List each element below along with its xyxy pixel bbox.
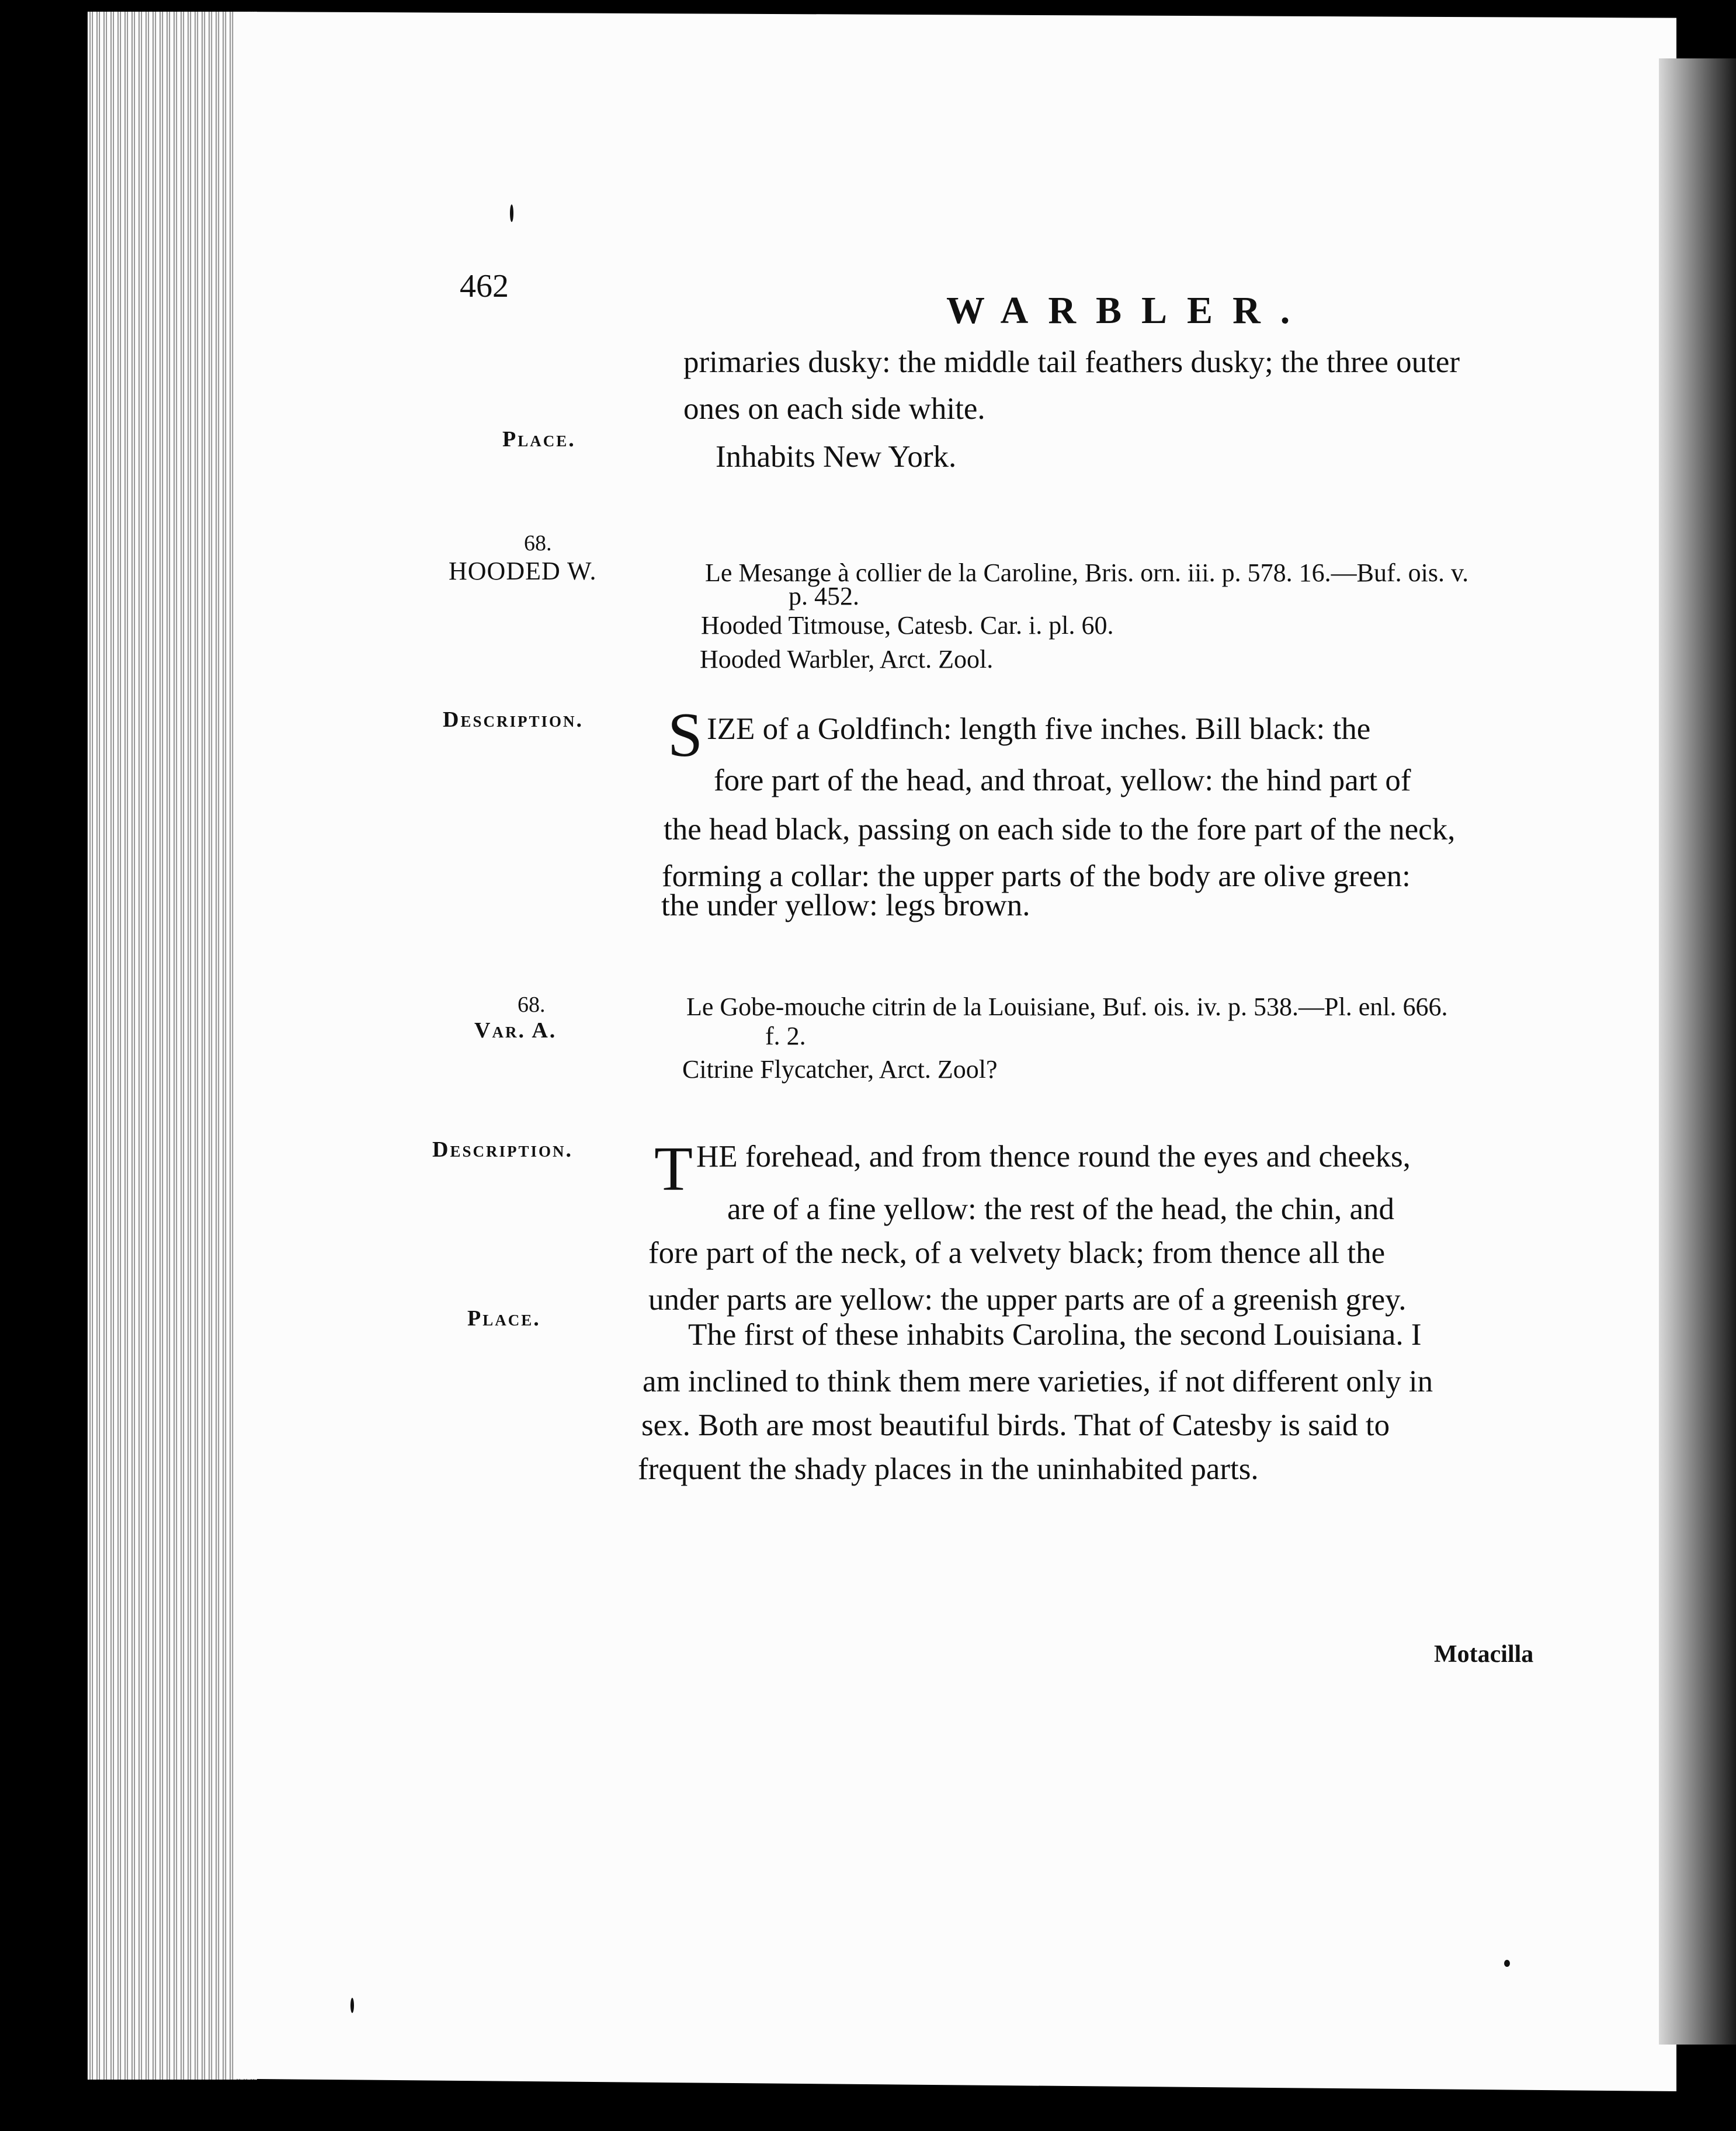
synonym-line: f. 2. bbox=[765, 1022, 806, 1050]
species-name: HOODED W. bbox=[449, 557, 597, 585]
body-line: the head black, passing on each side to the fore part of the neck, bbox=[664, 813, 1456, 846]
page-shadow bbox=[1659, 58, 1736, 2045]
body-line: am inclined to think them mere varieties, if not different only in bbox=[643, 1365, 1433, 1398]
ink-speck bbox=[350, 1998, 354, 2013]
ink-speck bbox=[510, 204, 513, 222]
ink-speck bbox=[1504, 1960, 1510, 1967]
body-line: sex. Both are most beautiful birds. That of Catesby is said to bbox=[641, 1408, 1390, 1442]
catchword: Motacilla bbox=[1434, 1641, 1534, 1668]
margin-label-description: Description. bbox=[443, 707, 584, 732]
margin-label-description: Description. bbox=[432, 1137, 573, 1162]
synonym-line: Hooded Warbler, Arct. Zool. bbox=[700, 645, 994, 674]
running-title: WARBLER. bbox=[946, 289, 1310, 332]
body-line: HE forehead, and from thence round the eyes and cheeks, bbox=[696, 1140, 1411, 1174]
synonym-line: Le Gobe-mouche citrin de la Louisiane, Buf. ois. iv. p. 538.—Pl. enl. 666. bbox=[686, 992, 1448, 1021]
species-name: Var. A. bbox=[474, 1018, 557, 1043]
body-line: Inhabits New York. bbox=[716, 440, 957, 474]
body-line: frequent the shady places in the uninhabited parts. bbox=[638, 1452, 1259, 1486]
body-line: IZE of a Goldfinch: length five inches. Bill black: the bbox=[707, 712, 1371, 746]
page-number: 462 bbox=[460, 268, 509, 304]
margin-label-place: Place. bbox=[467, 1306, 541, 1331]
drop-cap: S bbox=[668, 700, 703, 770]
synonym-line: Hooded Titmouse, Catesb. Car. i. pl. 60. bbox=[701, 611, 1114, 640]
body-line: are of a fine yellow: the rest of the head, the chin, and bbox=[727, 1192, 1394, 1226]
drop-cap: T bbox=[654, 1134, 693, 1204]
body-line: forming a collar: the upper parts of the body are olive green: bbox=[662, 859, 1411, 893]
body-line: fore part of the head, and throat, yellow: the hind part of bbox=[714, 763, 1411, 797]
species-number: 68. bbox=[518, 992, 546, 1017]
margin-label-place: Place. bbox=[502, 427, 576, 452]
species-number: 68. bbox=[524, 531, 552, 556]
synonym-line: Citrine Flycatcher, Arct. Zool? bbox=[682, 1055, 998, 1084]
body-line: fore part of the neck, of a velvety black; from thence all the bbox=[648, 1236, 1386, 1270]
synonym-line: Le Mesange à collier de la Caroline, Bris. orn. iii. p. 578. 16.—Buf. ois. v. bbox=[705, 558, 1469, 587]
body-line: ones on each side white. bbox=[683, 392, 985, 426]
body-line: the under yellow: legs brown. bbox=[661, 889, 1030, 922]
body-line: The first of these inhabits Carolina, the second Louisiana. I bbox=[688, 1318, 1422, 1352]
synonym-line: p. 452. bbox=[789, 582, 859, 610]
page-edge bbox=[88, 12, 257, 2080]
body-line: primaries dusky: the middle tail feathers dusky; the three outer bbox=[683, 345, 1460, 379]
body-line: under parts are yellow: the upper parts are of a greenish grey. bbox=[648, 1283, 1407, 1317]
